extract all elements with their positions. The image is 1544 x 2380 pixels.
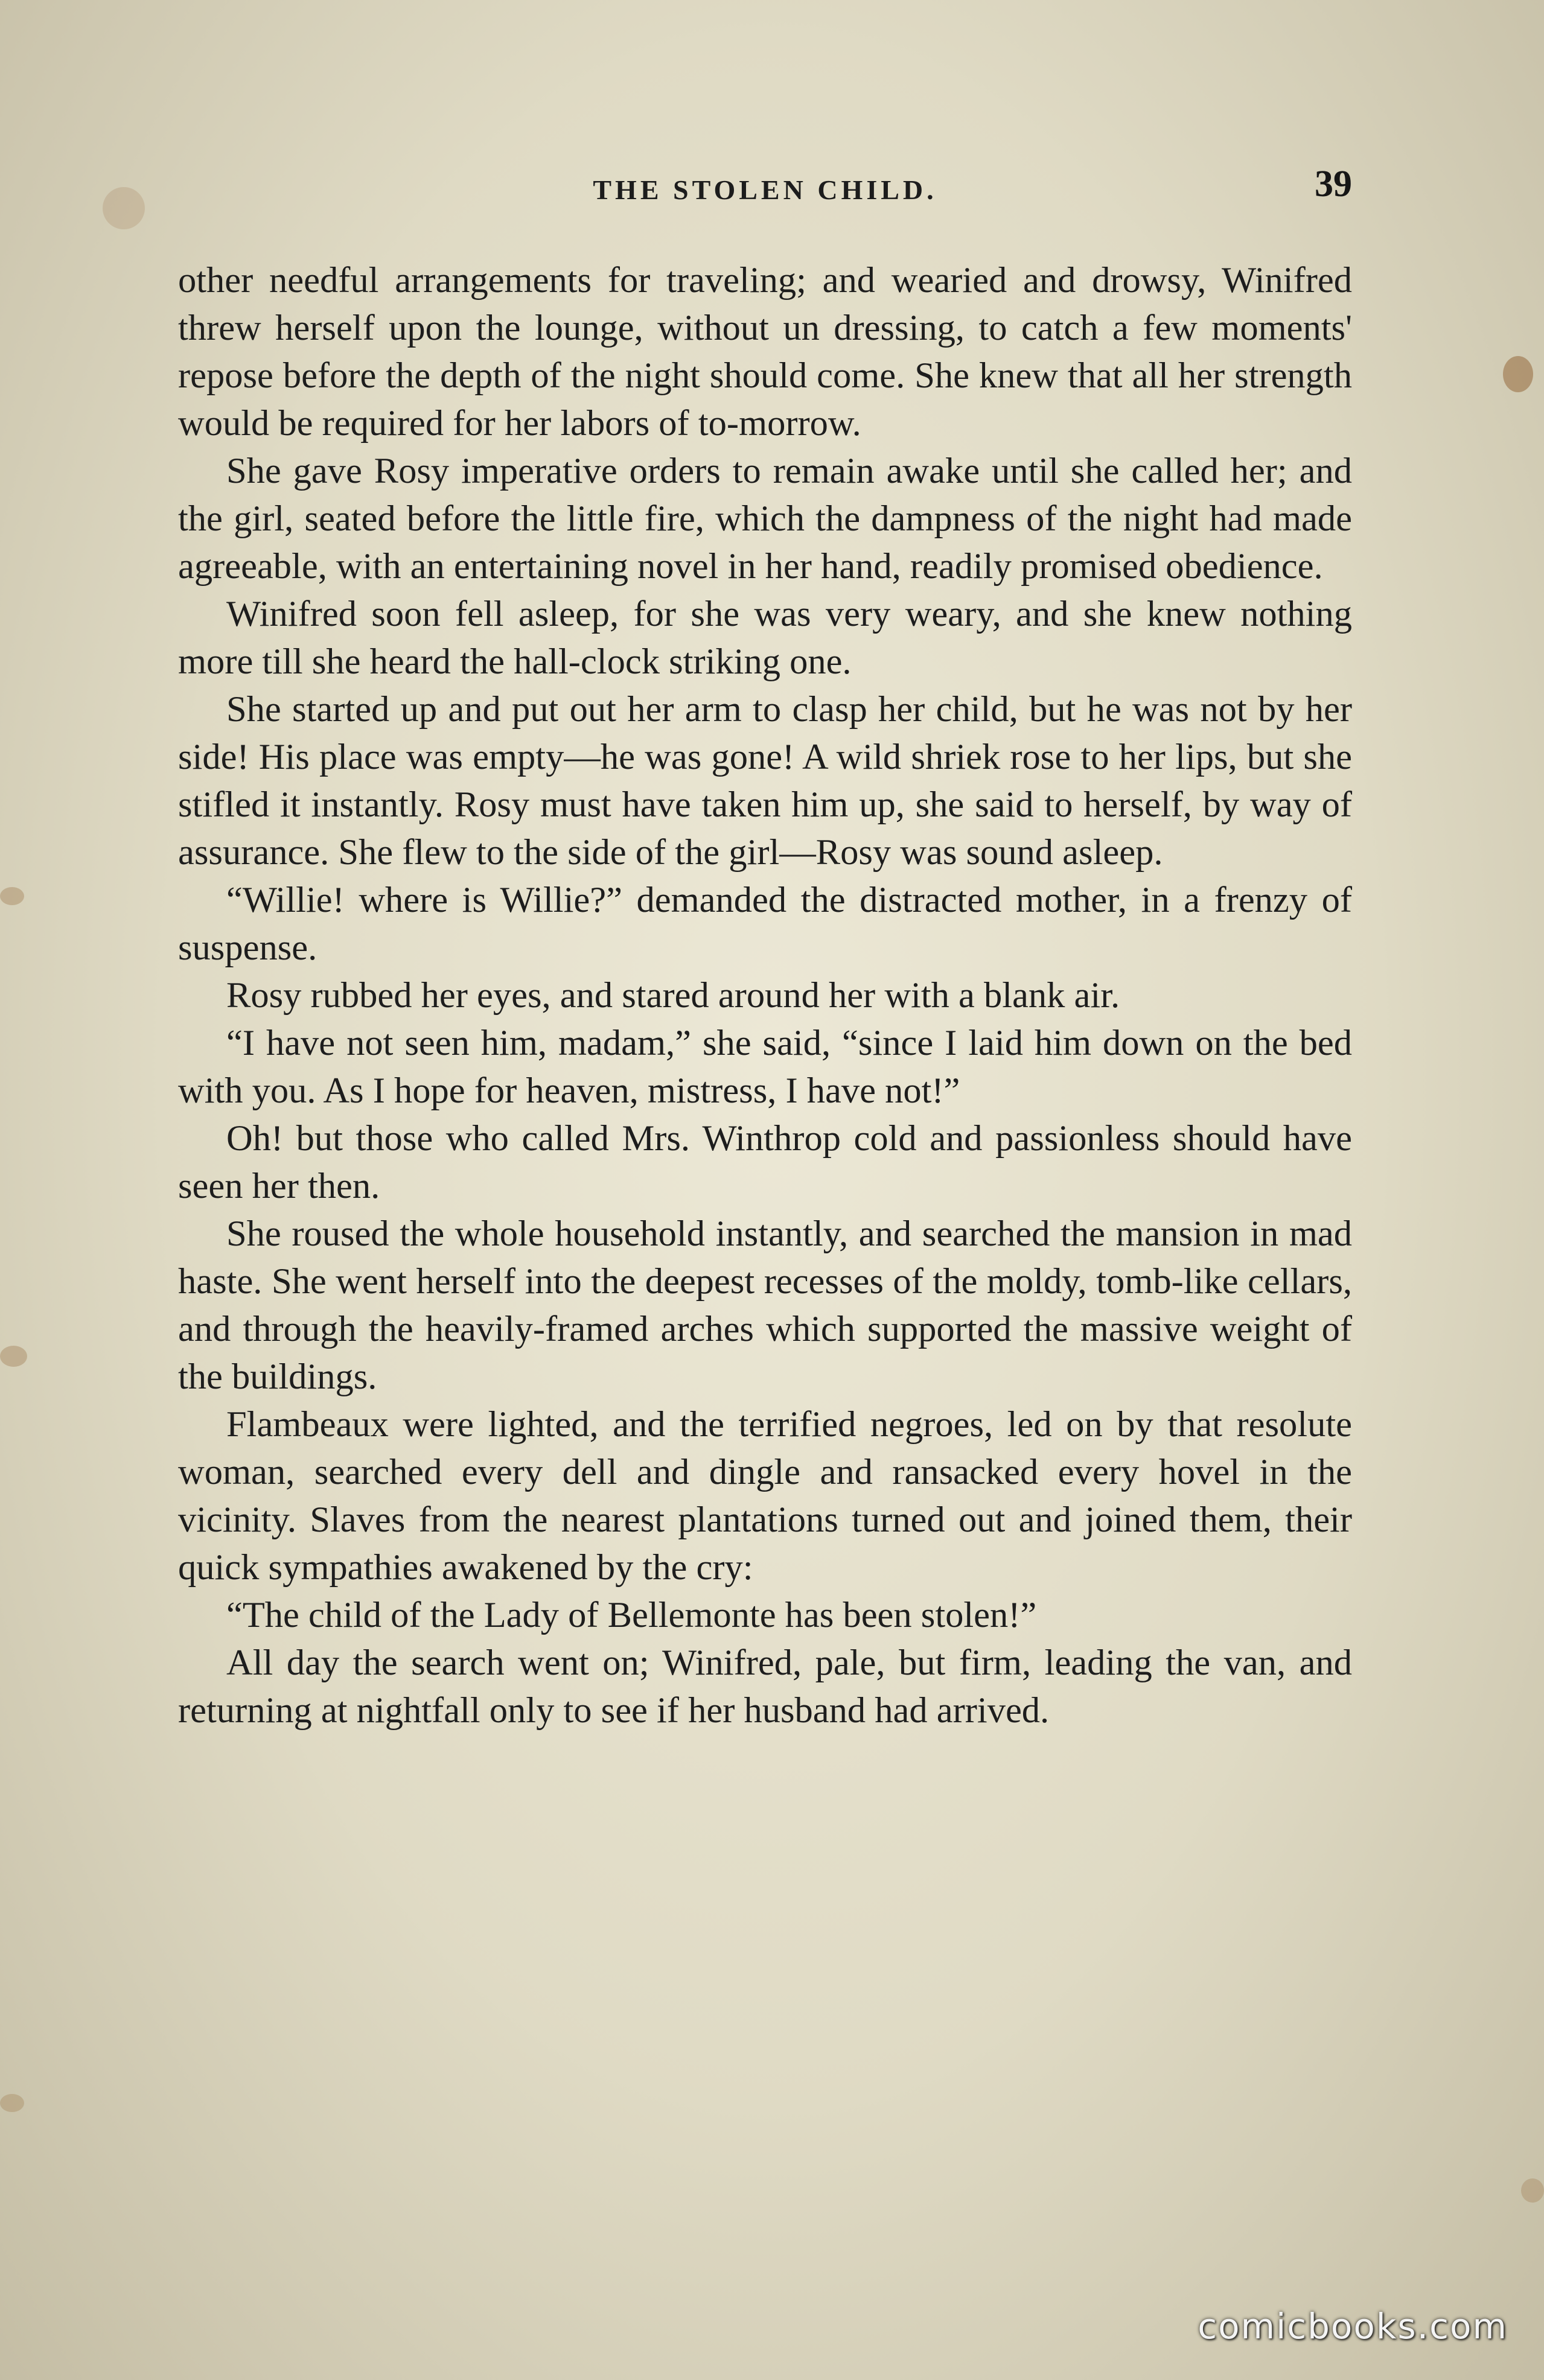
paragraph: She started up and put out her arm to clasp her child, but he was not by her side! His place was empty—he was gone! A wild shriek rose to her lips, but she stifled it instantly. Rosy must have taken him up, she said to herself, by way of assurance. She flew to the side of the girl—Rosy was sound asleep.	[178, 689, 1352, 873]
paragraph: Flambeaux were lighted, and the terrified negroes, led on by that resolute woman, searched every dell and dingle and ransacked every hovel in the vicinity. Slaves from the nearest plantations turned out and joined them, their quick sympathies awakened by the cry:	[178, 1404, 1352, 1588]
paragraph: Oh! but those who called Mrs. Winthrop cold and passionless should have seen her then.	[178, 1118, 1352, 1206]
paragraph: She roused the whole household instantly, and searched the mansion in mad haste. She went herself into the deepest recesses of the moldy, tomb-like cellars, and through the heavily-framed arches which supported the massive weight of the buildings.	[178, 1214, 1352, 1397]
paper-stain	[0, 887, 24, 905]
body-text	[178, 256, 1352, 1734]
paragraph: Winifred soon fell asleep, for she was very weary, and she knew nothing more till she heard the hall-clock striking one.	[178, 594, 1352, 682]
paragraph: “Willie! where is Willie?” demanded the distracted mother, in a frenzy of suspense.	[178, 880, 1352, 968]
paper-stain	[103, 187, 145, 229]
paragraph: Rosy rubbed her eyes, and stared around her with a blank air.	[226, 975, 1120, 1016]
paper-stain	[0, 2094, 24, 2112]
paragraph: She gave Rosy imperative orders to remain awake until she called her; and the girl, seated before the little fire, which the dampness of the night had made agreeable, with an entertaining novel in her hand, readily promised obedience.	[178, 451, 1352, 587]
page-header	[178, 163, 1352, 211]
paper-stain	[1521, 2178, 1544, 2203]
paragraph: other needful arrangements for traveling; and wearied and drowsy, Winifred threw herself upon the lounge, without un dressing, to catch a few moments' repose before the depth of the night should come. She knew that all her strength would be required for her labors of to-morrow.	[178, 260, 1352, 444]
page-number: 39	[1315, 164, 1352, 205]
paragraph: “The child of the Lady of Bellemonte has been stolen!”	[226, 1595, 1037, 1635]
paper-stain	[1503, 356, 1533, 392]
paragraph: “I have not seen him, madam,” she said, “since I laid him down on the bed with you. As I hope for heaven, mistress, I have not!”	[178, 1023, 1352, 1111]
paper-stain	[0, 1346, 27, 1367]
running-title: THE STOLEN CHILD.	[593, 174, 937, 205]
watermark: comicbooks.com	[1198, 2306, 1508, 2347]
paragraph: All day the search went on; Winifred, pale, but firm, leading the van, and returning at nightfall only to see if her husband had arrived.	[178, 1643, 1352, 1731]
